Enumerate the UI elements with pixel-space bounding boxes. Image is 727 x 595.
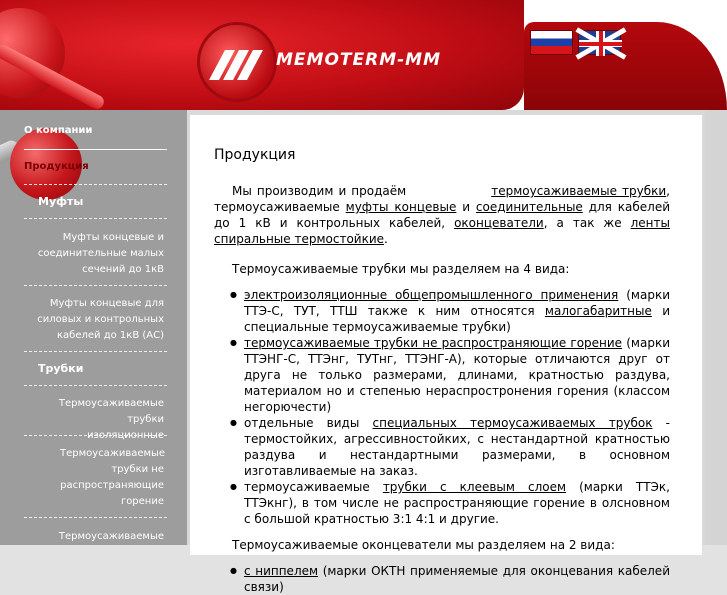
sidebar-item-couplings[interactable]: Муфты (38, 195, 84, 208)
sidebar-item-couplings-small[interactable]: Муфты концевые и соединительные малых сечений до 1кВ (37, 232, 164, 275)
link-heat-shrink-tubes[interactable]: термоусаживаемые трубки (491, 184, 667, 198)
content-side-strip (705, 110, 727, 545)
sidebar-item-tubes-more[interactable]: Термоусаживаемые (58, 531, 164, 542)
sidebar-item-tubes-flame-retardant[interactable]: Термоусаживаемые трубки не распространяющие горение (60, 448, 166, 507)
divider (24, 149, 167, 150)
list-item: ● с ниппелем (марки ОКТН применяемые для оконцевания кабелей связи) (244, 563, 670, 595)
divider (24, 435, 167, 436)
russian-flag-icon[interactable] (530, 30, 573, 55)
intro-paragraph: Мы производим и продаём термоусаживаемые трубки, термоусаживаемые муфты концевые и соединительные для кабелей до 1 кВ и контрольных кабелей, оконцеватели, а так же ленты спиральные термостойкие. (214, 184, 670, 246)
main-content (187, 110, 727, 594)
list-item: ● термоусаживаемые трубки не распространяющие горение (марки ТТЭНГ-С, ТТЭнг, ТУТнг, ТТЭНГ-А), которые отличаются друг от друга не только размерами, длинами, кратностью раздува, материалом но и степенью нераспростронения горения (классом негорючести) (244, 335, 670, 415)
site-header (0, 0, 727, 110)
link-tubes-flame-retardant[interactable]: термоусаживаемые трубки не распространяющие горение (244, 336, 623, 350)
header-banner (0, 0, 524, 110)
sidebar-item-about[interactable]: О компании (24, 125, 93, 136)
tubes-heading: Термоусаживаемые трубки мы разделяем на 4 вида: (232, 262, 570, 276)
link-terminals-nipple[interactable]: с ниппелем (244, 564, 319, 578)
terminals-heading: Термоусаживаемые оконцеватели мы разделяем на 2 вида: (232, 538, 615, 552)
sidebar-item-products[interactable]: Продукция (24, 161, 89, 172)
divider (24, 517, 167, 518)
logo-text[interactable]: MEMOTERM-MM (276, 50, 442, 70)
link-joint-couplings[interactable]: соединительные (475, 200, 583, 214)
header-top-strip (524, 0, 727, 22)
sidebar-item-couplings-power[interactable]: Муфты концевые для силовых и контрольных кабелей до 1кВ (АС) (37, 298, 164, 341)
divider (24, 218, 167, 219)
terminals-list (214, 563, 670, 595)
list-item: ● электроизоляционные общепромышленного применения (марки ТТЭ-С, ТУТ, ТТШ также к ним относятся малогабаритные и специальные термоусаживаемые трубки) (244, 287, 670, 335)
link-terminals[interactable]: оконцеватели (454, 216, 544, 230)
list-item: ● термоусаживаемые трубки с клеевым слоем (марки ТТЭк, ТТЭкнг), в том числе не распространяющие горение в олсновном с большой кратностью 3:1 4:1 и другие. (244, 479, 670, 527)
sidebar (0, 110, 187, 545)
link-tubes-small[interactable]: малогабаритные (544, 304, 652, 318)
divider (24, 351, 167, 352)
divider (24, 184, 167, 185)
sidebar-item-tubes-insulating[interactable]: Термоусаживаемые трубки изоляционные (58, 398, 164, 441)
link-tubes-general[interactable]: электроизоляционные общепромышленного применения (244, 288, 619, 302)
sidebar-item-tubes[interactable]: Трубки (38, 362, 84, 375)
link-tubes-special[interactable]: специальных термоусаживаемых трубок (372, 416, 653, 430)
link-tubes-adhesive[interactable]: трубки с клеевым слоем (382, 480, 567, 494)
list-item: ● отдельные виды специальных термоусаживаемых трубок - термостойких, агрессивностойких, с нестандартной кратностью раздува и нестандартными размерами, в основном изготавливаемые на заказ. (244, 415, 670, 479)
logo-icon (205, 40, 273, 86)
tubes-list (214, 287, 670, 527)
divider (24, 285, 167, 286)
divider (24, 385, 167, 386)
link-spiral-tapes[interactable]: ленты спиральные термостойкие (214, 216, 670, 246)
english-flag-icon[interactable] (578, 30, 621, 55)
content-panel (190, 115, 702, 594)
page-title: Продукция (214, 147, 296, 163)
link-end-couplings[interactable]: муфты концевые (345, 200, 457, 214)
